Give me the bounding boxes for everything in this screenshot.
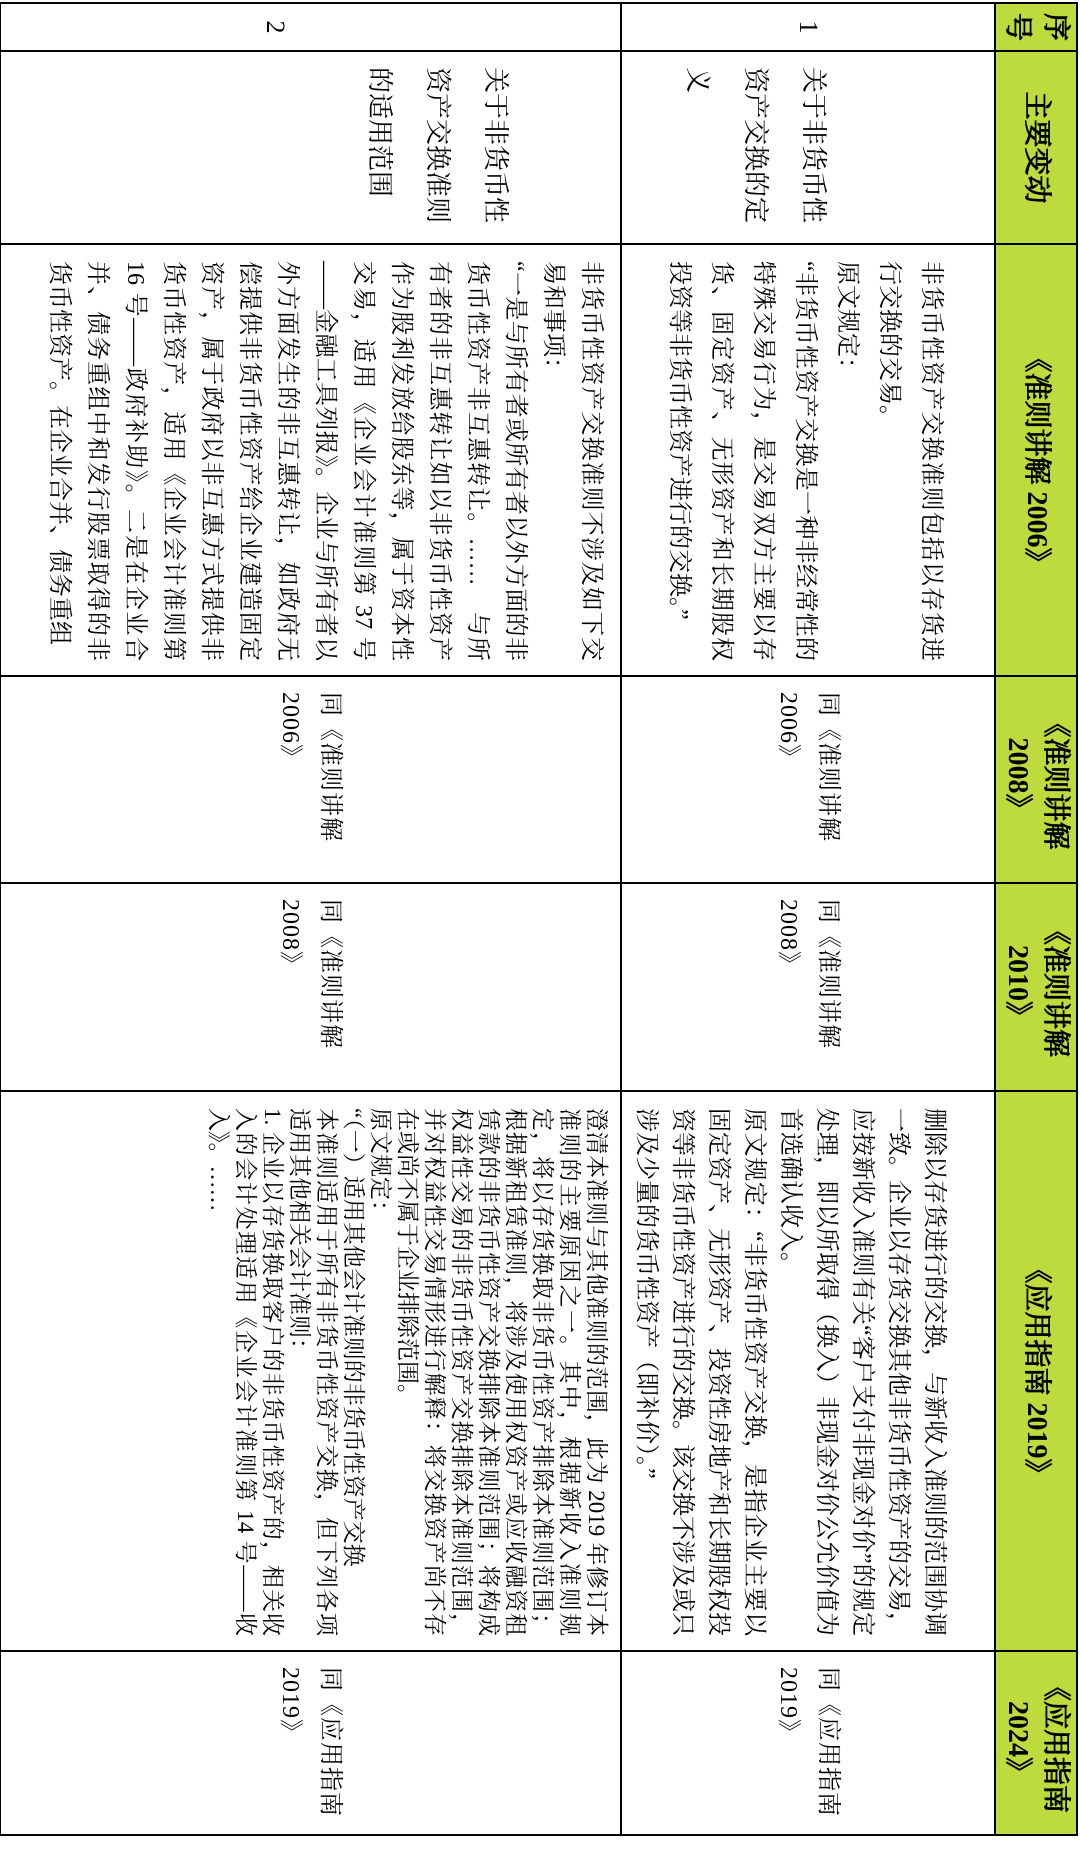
cell-2019-row2 [0,1091,621,1651]
standards-comparison-table [0,2,1078,1836]
table-row-2 [0,3,621,1835]
paragraph: 非货币性资产交换准则不涉及如下交易和事项： [540,261,604,661]
cell-2024-row1: 同《应用指南 2019》 [621,1651,995,1835]
cell-change-row2: 关于非货币性资产交换准则的适用范围 [0,51,621,244]
cell-2024-row2: 同《应用指南 2019》 [0,1651,621,1835]
paragraph: 删除以存货进行的交换，与新收入准则的范围协调一致。企业以存货交换其他非货币性资产的交易，应按新收入准则有关“客户支付非现金对价”的规定处理，即以所取得（换入）非现金对价公允价值为首选确认收入。 [777,1108,947,1636]
paragraph: 1. 企业以存货换取客户的非货币性资产的，相关收入的会计处理适用《企业会计准则第 14 号——收入》。…… [206,1108,285,1636]
cell-2019-row1 [621,1091,995,1651]
paragraph: 澄清本准则与其他准则的范围，此为 2019 年修订本准则的主要原因之一。其中，根据新收入准则规定，将以存货换取非货币性资产排除本准则范围；根据新租赁准则，将涉及使用权资产或应收融资租赁款的非货币性资产交换排除本准则范围；将构成权益性交易的非货币性资产交换排除本准则范围，并对权益性交易情形进行解释：将交换资产尚不存在或尚不属于企业排除范围。 [395,1108,609,1636]
cell-change-row1: 关于非货币性资产交换的定义 [621,51,995,244]
cell-2008-row1: 同《准则讲解 2006》 [621,676,995,883]
cell-2010-row2: 同《准则讲解 2008》 [0,883,621,1091]
table-row-1 [621,3,995,1835]
paragraph: 本准则适用于所有非货币性资产交换，但下列各项适用其他相关会计准则： [287,1108,339,1636]
col-header-lecture-2010: 《准则讲解 2010》 [995,883,1077,1091]
cell-2006-row2 [0,244,621,676]
cell-seq-row1: 1 [621,3,995,51]
paragraph: “一是与所有者或所有者以外方面的非货币性资产非互惠转让。…… 与所有者的非互惠转让如以非货币性资产作为股利发放给股东等，属于资本性交易，适用《企业会计准则第 37 号——金融工具列报》。企业与所有者以外方面发生的非互惠转让，如政府无偿提供非货币性资产给企业建造固定资产，属于政府以非互惠方式提供非货币性资产，适用《企业会计准则第 16 号——政府补助》。二是在企业合并、债务重组中和发行股票取得的非货币性资产。在企业合并、债务重组 [46,261,528,661]
cell-2008-row2: 同《准则讲解 2006》 [0,676,621,883]
cell-seq-row2: 2 [0,3,621,51]
cell-2006-row1 [621,244,995,676]
paragraph: 原文规定： [368,1108,393,1223]
col-header-lecture-2008: 《准则讲解 2008》 [995,676,1077,883]
col-header-main-change: 主要变动 [995,51,1077,244]
paragraph: “非货币性资产交换是一种非经常性的特殊交易行为，是交易双方主要以存货、固定资产、无形资产和长期股权投资等非货币性资产进行的交换。” [666,261,818,661]
col-header-guide-2019: 《应用指南 2019》 [995,1091,1077,1651]
col-header-guide-2024: 《应用指南 2024》 [995,1651,1077,1835]
cell-2010-row1: 同《准则讲解 2008》 [621,883,995,1091]
header-row [995,3,1077,1835]
paragraph: 原文规定：“非货币性资产交换，是指企业主要以固定资产、无形资产、投资性房地产和长期股权投资等非货币性资产进行的交换。该交换不涉及或只涉及少量的货币性资产（即补价）。” [633,1108,767,1636]
paragraph: “（一）适用其他会计准则的非货币性资产交换 [341,1108,366,1567]
col-header-seq: 序号 [995,3,1077,51]
paragraph: 非货币性资产交换准则包括以存货进行交换的交易。 [876,261,944,661]
paragraph: 原文规定： [834,261,860,381]
col-header-lecture-2006: 《准则讲解 2006》 [995,244,1077,676]
